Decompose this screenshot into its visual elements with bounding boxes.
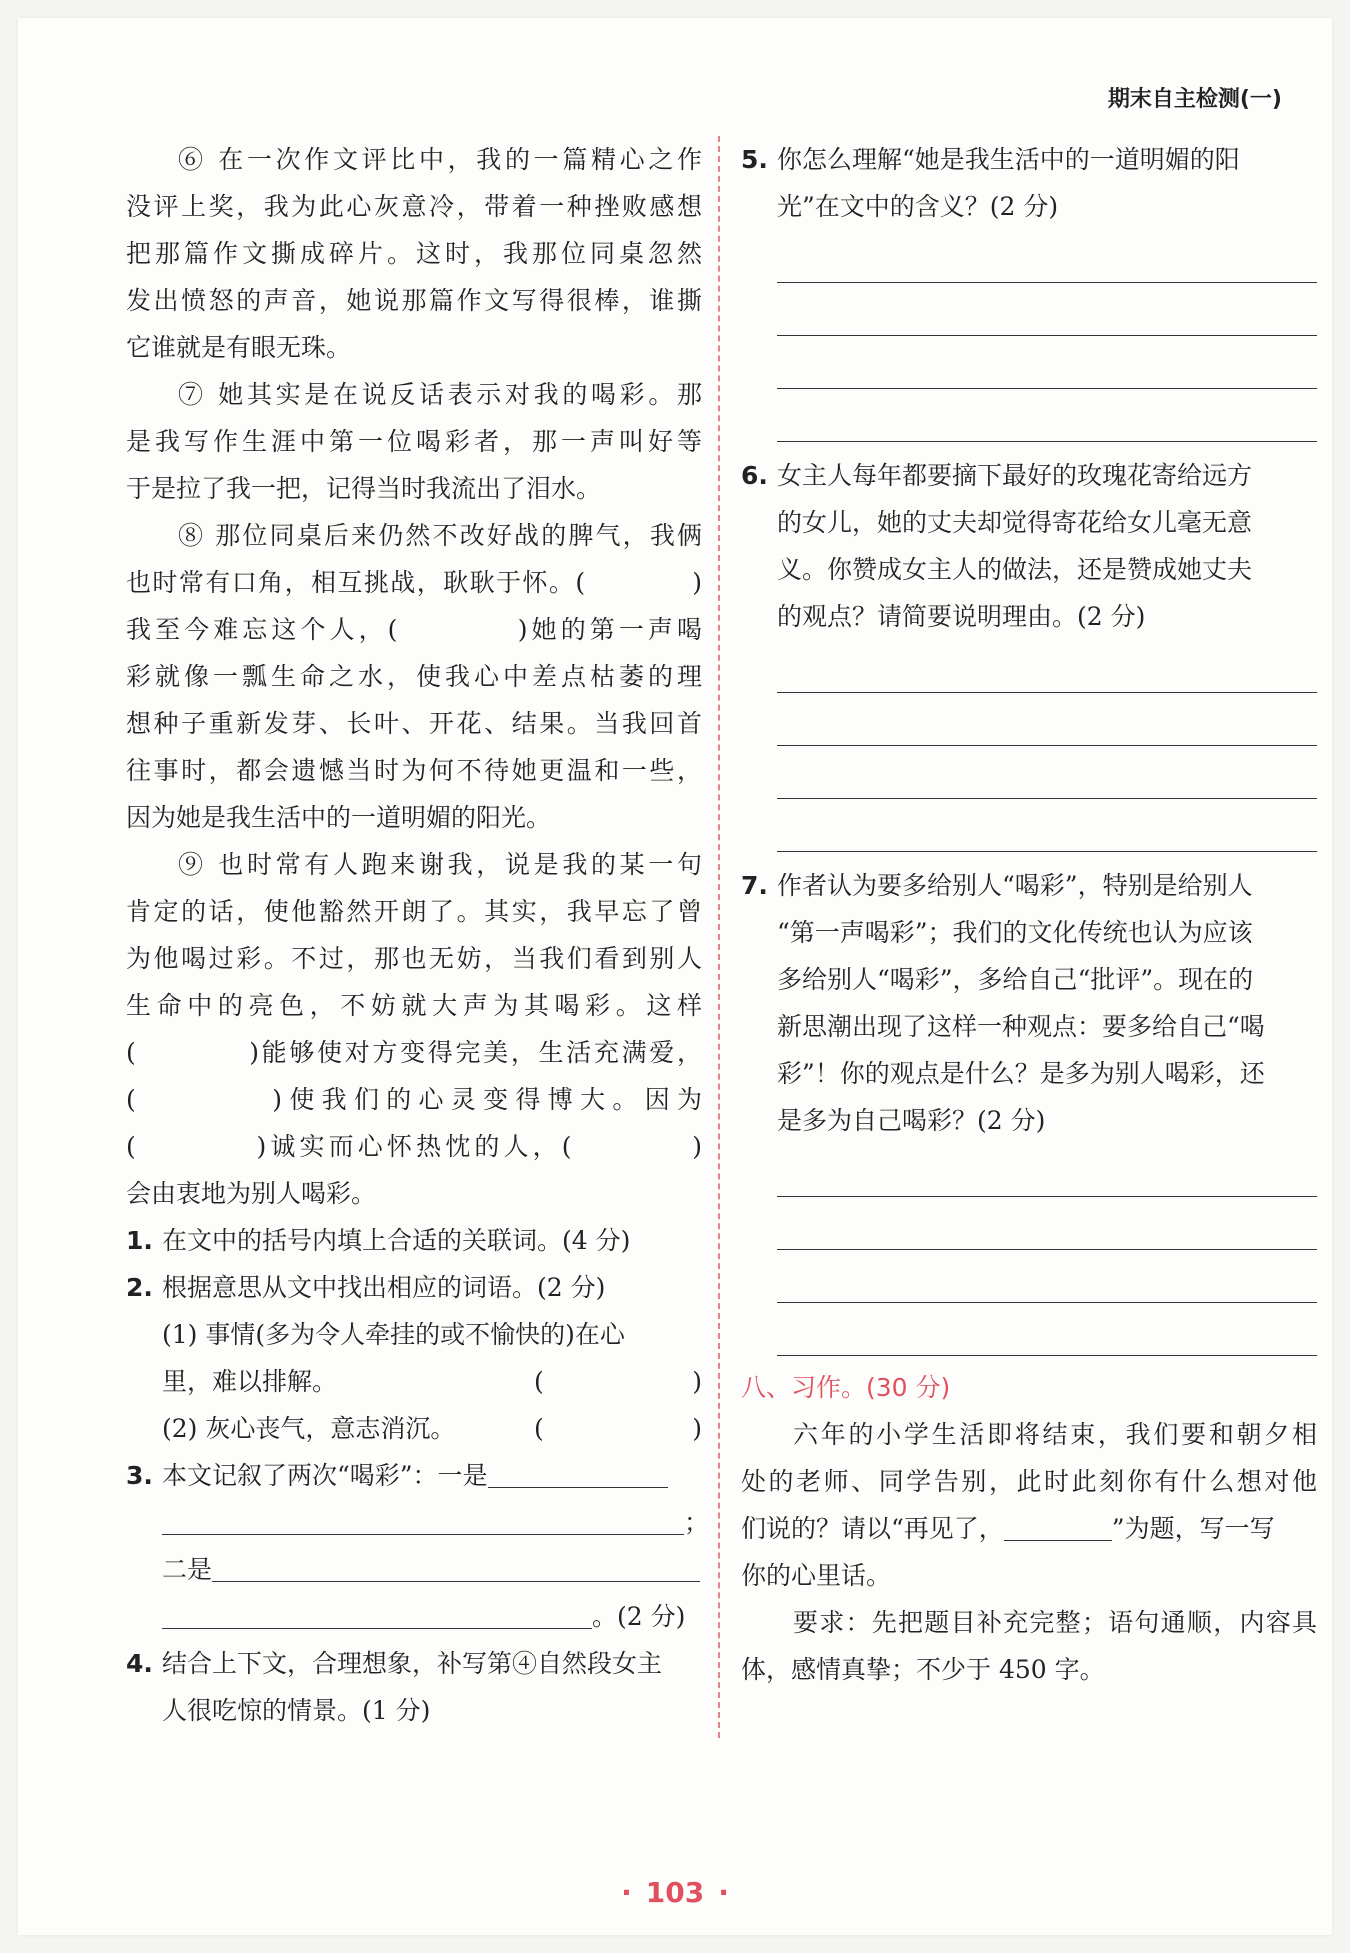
question-text: 在文中的括号内填上合适的关联词。(4 分) bbox=[162, 1226, 631, 1255]
question-text: “第一声喝彩”；我们的文化传统也认为应该 bbox=[777, 918, 1253, 947]
question-number: 1. bbox=[126, 1226, 153, 1255]
essay-text-line: 你的心里话。 bbox=[741, 1561, 892, 1590]
question-3-line-2 bbox=[126, 1499, 710, 1546]
essay-requirements: 要求：先把题目补充完整；语句通顺，内容具 bbox=[793, 1608, 1317, 1637]
question-text: 作者认为要多给别人“喝彩”，特别是给别人 bbox=[777, 871, 1253, 900]
essay-requirements: 体，感情真挚；不少于 450 字。 bbox=[741, 1655, 1105, 1684]
worksheet-page bbox=[18, 18, 1332, 1935]
question-7 bbox=[741, 862, 1317, 909]
text-line: 发出愤怒的声音，她说那篇作文写得很棒，谁撕 bbox=[126, 286, 702, 315]
answer-line[interactable] bbox=[777, 693, 1317, 746]
question-text: 你怎么理解“她是我生活中的一道明媚的阳 bbox=[777, 145, 1240, 174]
paragraph-7 bbox=[126, 371, 702, 512]
answer-line[interactable] bbox=[777, 389, 1317, 442]
question-text: 根据意思从文中找出相应的词语。(2 分) bbox=[162, 1273, 606, 1302]
answer-line[interactable] bbox=[777, 640, 1317, 693]
question-text: 是多为自己喝彩？(2 分) bbox=[777, 1106, 1046, 1135]
answer-paren-open: ( bbox=[534, 1414, 544, 1443]
question-3 bbox=[126, 1452, 702, 1499]
sub-question-text: (2) 灰心丧气，意志消沉。 bbox=[162, 1414, 456, 1443]
text-line: 是我写作生涯中第一位喝彩者，那一声叫好等 bbox=[126, 427, 702, 456]
text-line: ( )诚实而心怀热忱的人，( ) bbox=[126, 1132, 702, 1161]
text-line: ⑥ 在一次作文评比中，我的一篇精心之作 bbox=[178, 145, 702, 174]
text-line: 因为她是我生活中的一道明媚的阳光。 bbox=[126, 803, 552, 832]
answer-blank[interactable] bbox=[162, 1598, 592, 1629]
question-text: 结合上下文，合理想象，补写第④自然段女主 bbox=[162, 1649, 663, 1678]
question-5 bbox=[741, 136, 1317, 183]
text-line: ( )使我们的心灵变得博大。因为 bbox=[126, 1085, 702, 1114]
answer-line[interactable] bbox=[777, 230, 1317, 283]
paragraph-8 bbox=[126, 512, 702, 841]
question-number: 3. bbox=[126, 1461, 153, 1490]
answer-line[interactable] bbox=[777, 1197, 1317, 1250]
answer-blank[interactable] bbox=[212, 1551, 700, 1582]
left-column bbox=[126, 136, 710, 1734]
column-divider bbox=[718, 136, 720, 1738]
question-text: 彩”！你的观点是什么？是多为别人喝彩，还 bbox=[777, 1059, 1265, 1088]
essay-text-line bbox=[741, 1505, 1317, 1552]
question-text: 的女儿，她的丈夫却觉得寄花给女儿毫无意 bbox=[777, 508, 1253, 537]
text-line: 为他喝过彩。不过，那也无妨，当我们看到别人 bbox=[126, 944, 702, 973]
essay-text: 们说的？请以“再见了， bbox=[741, 1514, 1004, 1543]
text-line: 它谁就是有眼无珠。 bbox=[126, 333, 352, 362]
essay-title-blank[interactable] bbox=[1004, 1510, 1112, 1541]
right-column bbox=[741, 136, 1317, 1693]
paragraph-9 bbox=[126, 841, 702, 1217]
text-line: 没评上奖，我为此心灰意冷，带着一种挫败感想 bbox=[126, 192, 702, 221]
question-text: 光”在文中的含义？(2 分) bbox=[777, 192, 1059, 221]
essay-text-line: 六年的小学生活即将结束，我们要和朝夕相 bbox=[793, 1420, 1317, 1449]
question-1 bbox=[126, 1217, 702, 1264]
text-line: 我至今难忘这个人，( )她的第一声喝 bbox=[126, 615, 702, 644]
text-line: ⑨ 也时常有人跑来谢我，说是我的某一句 bbox=[178, 850, 702, 879]
question-number: 5. bbox=[741, 145, 768, 174]
question-text: 的观点？请简要说明理由。(2 分) bbox=[777, 602, 1146, 631]
text-line: 往事时，都会遗憾当时为何不待她更温和一些， bbox=[126, 756, 702, 785]
answer-paren-open: ( bbox=[534, 1367, 544, 1396]
essay-section-title: 八、习作。(30 分) bbox=[741, 1373, 951, 1402]
answer-line[interactable] bbox=[777, 283, 1317, 336]
question-text: 二是 bbox=[162, 1555, 213, 1584]
answer-line[interactable] bbox=[777, 1303, 1317, 1356]
question-text: 多给别人“喝彩”，多给自己“批评”。现在的 bbox=[777, 965, 1254, 994]
page-number-text: 103 bbox=[645, 1876, 705, 1909]
question-number: 7. bbox=[741, 871, 768, 900]
question-number: 4. bbox=[126, 1649, 153, 1678]
paragraph-6 bbox=[126, 136, 702, 371]
question-score: 。(2 分) bbox=[592, 1602, 686, 1631]
text-line: ⑧ 那位同桌后来仍然不改好战的脾气，我俩 bbox=[178, 521, 702, 550]
question-6 bbox=[741, 452, 1317, 499]
answer-line[interactable] bbox=[777, 1144, 1317, 1197]
answer-line[interactable] bbox=[777, 746, 1317, 799]
sub-question-text: 里，难以排解。 bbox=[162, 1367, 338, 1396]
answer-blank[interactable] bbox=[162, 1504, 684, 1535]
essay-text: ”为题，写一写 bbox=[1111, 1514, 1275, 1543]
answer-blank[interactable] bbox=[488, 1457, 668, 1488]
semicolon: ； bbox=[684, 1508, 710, 1537]
question-2-sub-1 bbox=[126, 1311, 702, 1358]
answer-paren-close: ) bbox=[692, 1367, 702, 1396]
question-number: 6. bbox=[741, 461, 768, 490]
question-4 bbox=[126, 1640, 702, 1687]
answer-paren-close: ) bbox=[692, 1414, 702, 1443]
question-3-line-3 bbox=[126, 1546, 702, 1593]
text-line: 于是拉了我一把，记得当时我流出了泪水。 bbox=[126, 474, 602, 503]
text-line: 会由衷地为别人喝彩。 bbox=[126, 1179, 377, 1208]
page-number bbox=[18, 1876, 1332, 1909]
question-text: 女主人每年都要摘下最好的玫瑰花寄给远方 bbox=[777, 461, 1253, 490]
question-2-sub-2 bbox=[126, 1405, 702, 1452]
question-number: 2. bbox=[126, 1273, 153, 1302]
essay-text-line: 处的老师、同学告别，此时此刻你有什么想对他 bbox=[741, 1467, 1317, 1496]
question-text: 新思潮出现了这样一种观点：要多给自己“喝 bbox=[777, 1012, 1265, 1041]
text-line: 也时常有口角，相互挑战，耿耿于怀。( ) bbox=[126, 568, 702, 597]
text-line: 肯定的话，使他豁然开朗了。其实，我早忘了曾 bbox=[126, 897, 702, 926]
sub-question-text: (1) 事情(多为令人牵挂的或不愉快的)在心 bbox=[162, 1320, 625, 1349]
text-line: 生命中的亮色，不妨就大声为其喝彩。这样 bbox=[126, 991, 702, 1020]
text-line: 把那篇作文撕成碎片。这时，我那位同桌忽然 bbox=[126, 239, 702, 268]
question-text: 义。你赞成女主人的做法，还是赞成她丈夫 bbox=[777, 555, 1253, 584]
text-line: ( )能够使对方变得完美，生活充满爱， bbox=[126, 1038, 702, 1067]
page-number-bullet: · bbox=[621, 1876, 632, 1909]
answer-line[interactable] bbox=[777, 1250, 1317, 1303]
question-2-sub-1-cont bbox=[126, 1358, 702, 1405]
answer-line[interactable] bbox=[777, 799, 1317, 852]
text-line: 想种子重新发芽、长叶、开花、结果。当我回首 bbox=[126, 709, 702, 738]
question-2 bbox=[126, 1264, 702, 1311]
page-header-title: 期末自主检测(一) bbox=[1107, 87, 1282, 112]
page-number-bullet: · bbox=[718, 1876, 729, 1909]
answer-line[interactable] bbox=[777, 336, 1317, 389]
text-line: ⑦ 她其实是在说反话表示对我的喝彩。那 bbox=[178, 380, 702, 409]
question-3-line-4 bbox=[126, 1593, 702, 1640]
question-text: 本文记叙了两次“喝彩”：一是 bbox=[162, 1461, 488, 1490]
question-text: 人很吃惊的情景。(1 分) bbox=[162, 1696, 431, 1725]
text-line: 彩就像一瓢生命之水，使我心中差点枯萎的理 bbox=[126, 662, 702, 691]
